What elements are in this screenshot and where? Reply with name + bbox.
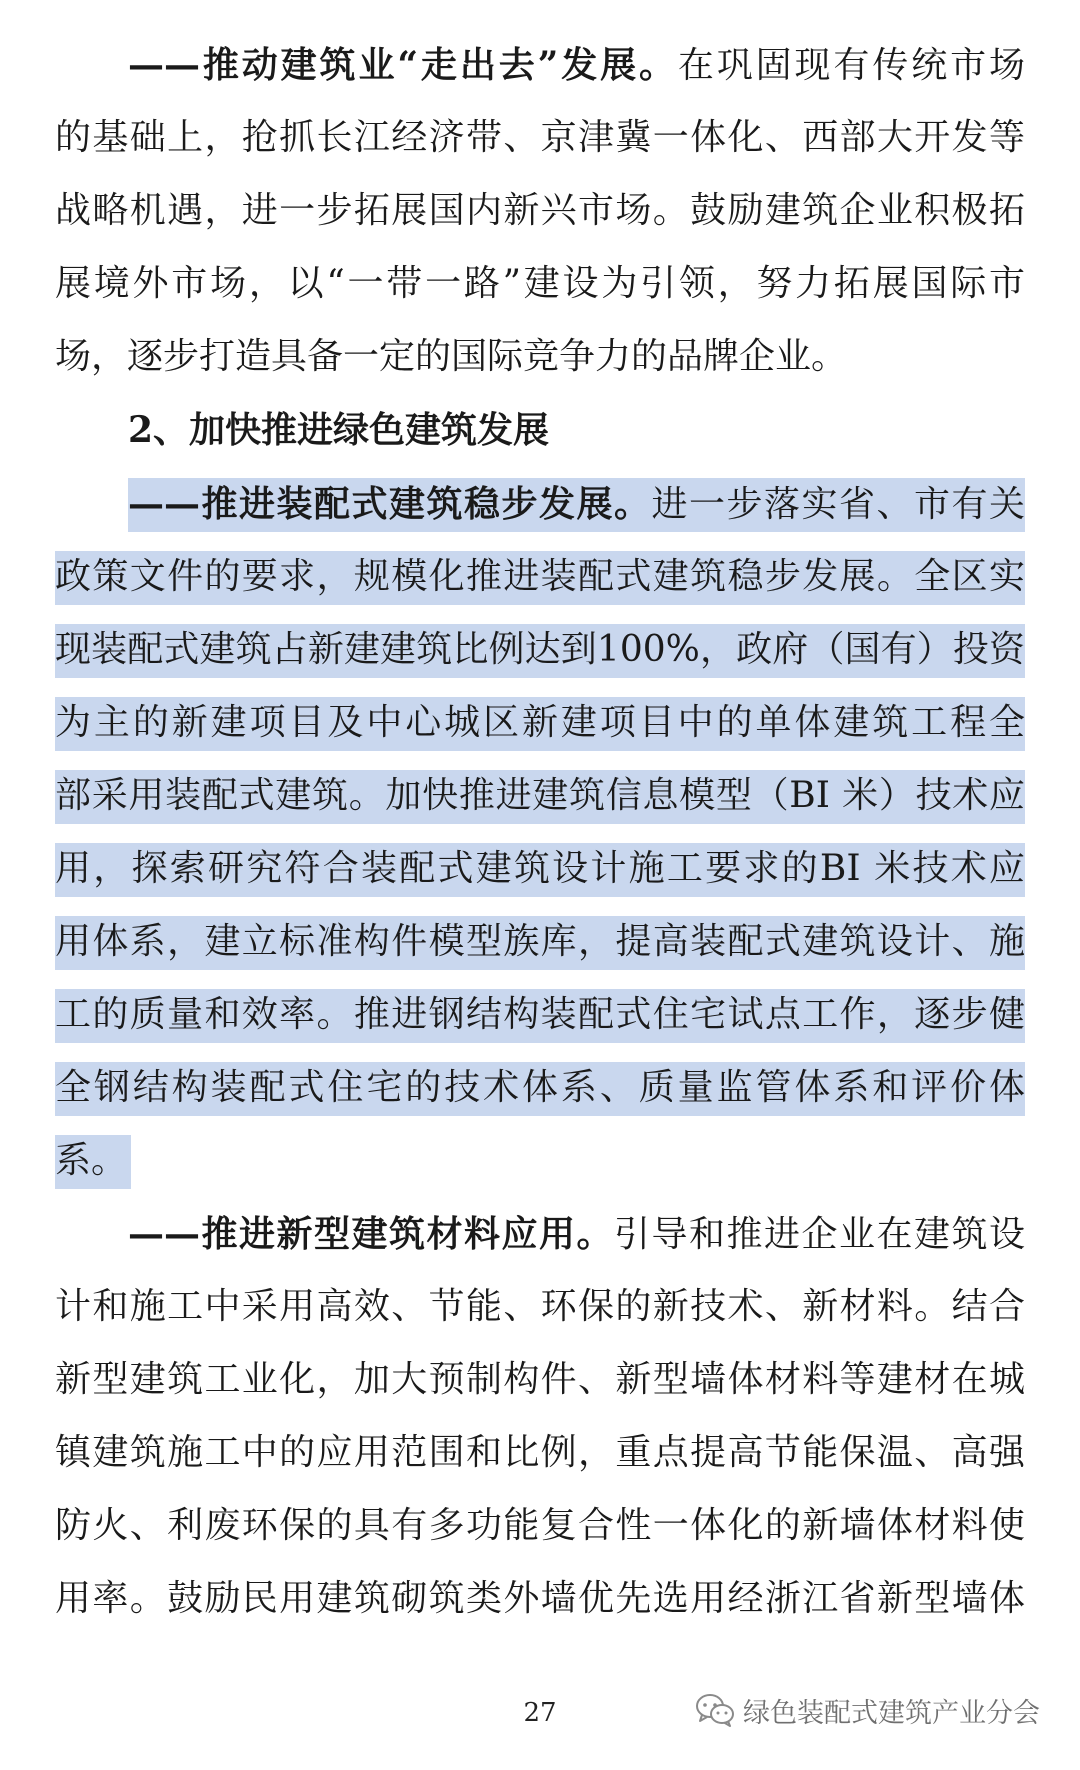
paragraph-line xyxy=(128,1206,1025,1262)
paragraph-line: 新型建筑工业化，加大预制构件、新型墙体材料等建材在城 xyxy=(55,1359,1025,1400)
paragraph-line: 镇建筑施工中的应用范围和比例，重点提高节能保温、高强 xyxy=(55,1432,1025,1473)
paragraph-heading: ——推动建筑业“走出去”发展。 xyxy=(128,44,678,86)
paragraph-line: 工的质量和效率。推进钢结构装配式住宅试点工作，逐步健 xyxy=(55,994,1025,1035)
section-heading: 2、加快推进绿色建筑发展 xyxy=(128,409,550,451)
paragraph-heading: ——推进装配式建筑稳步发展。 xyxy=(128,483,652,525)
paragraph-heading: ——推进新型建筑材料应用。 xyxy=(128,1213,614,1255)
paragraph-text: 进一步落实省、市有关 xyxy=(651,484,1025,525)
paragraph-line xyxy=(128,37,1025,93)
paragraph-line: 系。 xyxy=(55,1140,128,1181)
paragraph-line: 计和施工中采用高效、节能、环保的新技术、新材料。结合 xyxy=(55,1286,1025,1327)
paragraph-line: 的基础上，抢抓长江经济带、京津冀一体化、西部大开发等 xyxy=(55,117,1025,158)
paragraph-text: 引导和推进企业在建筑设 xyxy=(613,1214,1025,1255)
watermark xyxy=(695,1690,1040,1730)
watermark-text: 绿色装配式建筑产业分会 xyxy=(743,1697,1040,1729)
paragraph-line: 现装配式建筑占新建建筑比例达到100%，政府（国有）投资 xyxy=(55,629,1025,670)
paragraph-line xyxy=(128,476,1025,532)
paragraph-line: 用，探索研究符合装配式建筑设计施工要求的BI 米技术应 xyxy=(55,848,1025,889)
paragraph-line: 部采用装配式建筑。加快推进建筑信息模型（BI 米）技术应 xyxy=(55,775,1025,816)
paragraph-text: 在巩固现有传统市场 xyxy=(677,45,1025,86)
paragraph-line: 用率。鼓励民用建筑砌筑类外墙优先选用经浙江省新型墙体 xyxy=(55,1578,1025,1619)
paragraph-line: 战略机遇，进一步拓展国内新兴市场。鼓励建筑企业积极拓 xyxy=(55,190,1025,231)
paragraph-line: 防火、利废环保的具有多功能复合性一体化的新墙体材料使 xyxy=(55,1505,1025,1546)
page-number: 27 xyxy=(523,1698,557,1728)
paragraph-line: 用体系，建立标准构件模型族库，提高装配式建筑设计、施 xyxy=(55,921,1025,962)
paragraph-line: 为主的新建项目及中心城区新建项目中的单体建筑工程全 xyxy=(55,702,1025,743)
paragraph-line: 场，逐步打造具备一定的国际竞争力的品牌企业。 xyxy=(55,336,848,377)
paragraph-line: 政策文件的要求，规模化推进装配式建筑稳步发展。全区实 xyxy=(55,556,1025,597)
paragraph-line: 展境外市场，以“一带一路”建设为引领，努力拓展国际市 xyxy=(55,263,1025,304)
paragraph-line: 全钢结构装配式住宅的技术体系、质量监管体系和评价体 xyxy=(55,1067,1025,1108)
wechat-icon xyxy=(695,1693,735,1727)
